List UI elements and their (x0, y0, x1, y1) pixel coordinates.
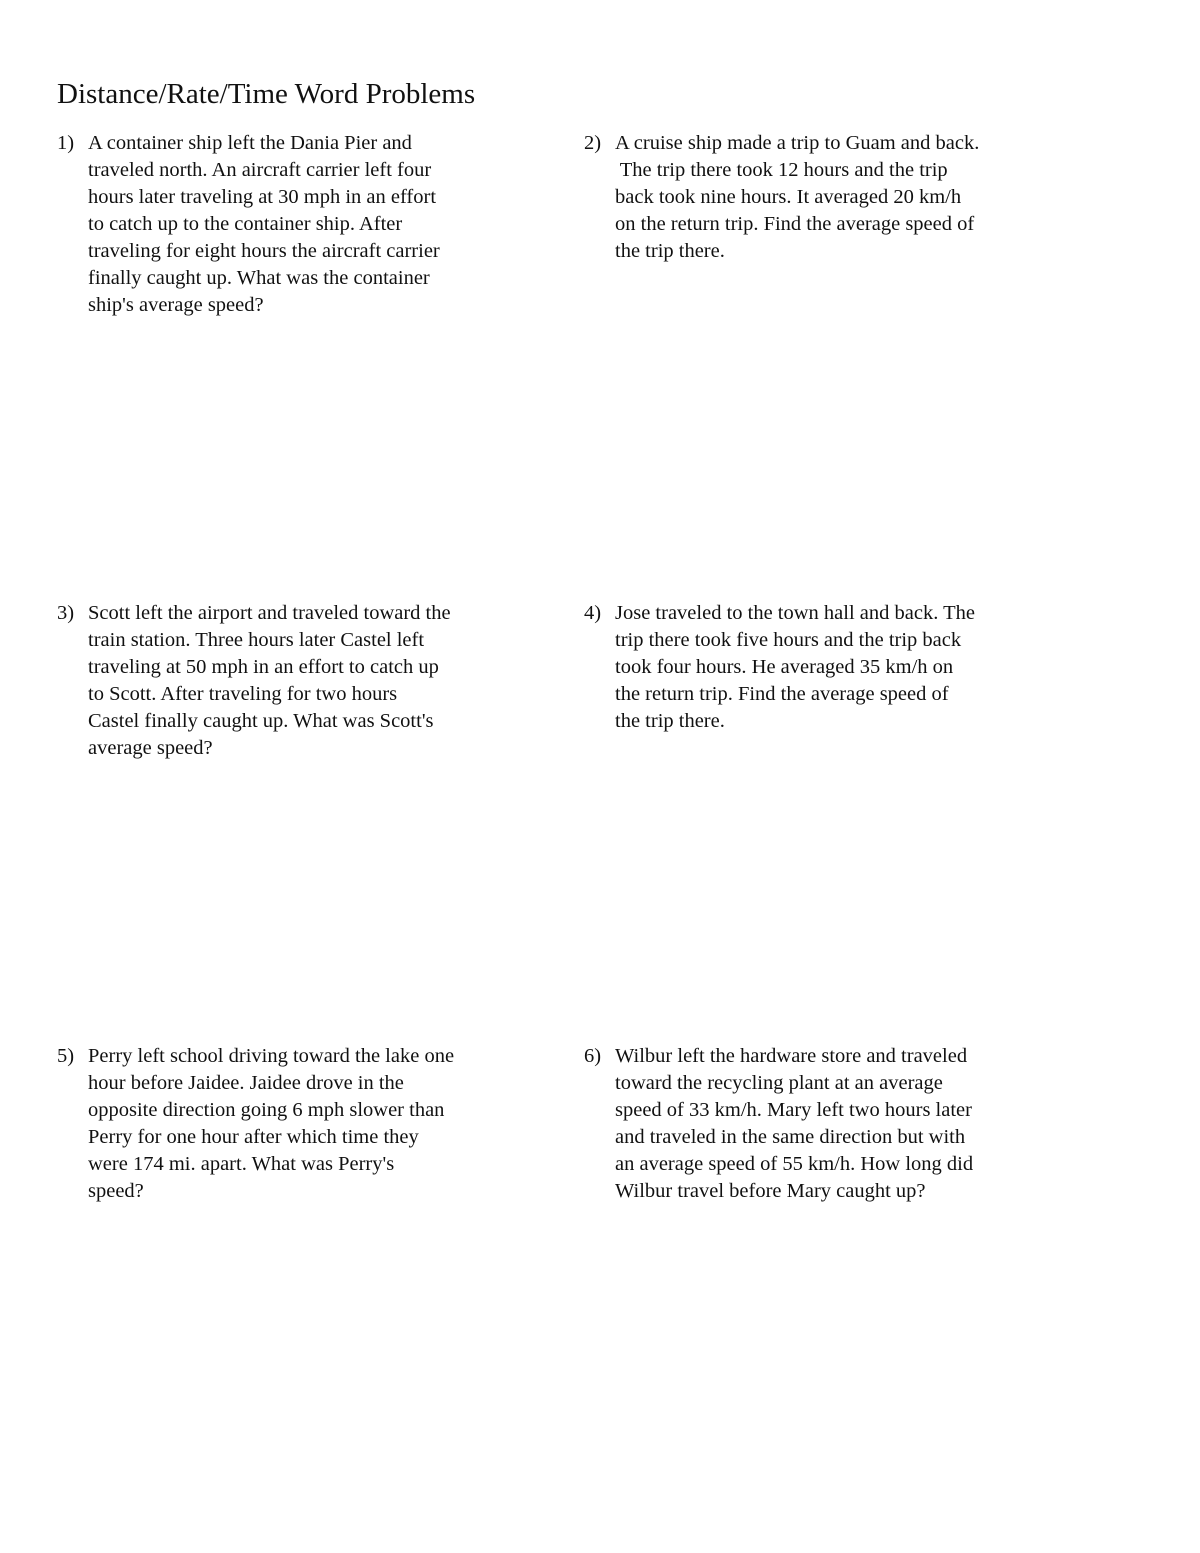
problem-line: Castel finally caught up. What was Scott's (88, 710, 434, 732)
problem-line: hours later traveling at 30 mph in an effort (88, 186, 437, 208)
problem-line: opposite direction going 6 mph slower than (88, 1099, 445, 1121)
problem-line: trip there took five hours and the trip back (615, 629, 962, 651)
problem-number: 2) (584, 132, 602, 154)
page-title: Distance/Rate/Time Word Problems (57, 78, 476, 110)
problem-line: the return trip. Find the average speed of (615, 683, 949, 705)
problem-line: the trip there. (615, 240, 725, 262)
problem-line: Perry for one hour after which time they (88, 1126, 419, 1148)
problem-line: train station. Three hours later Castel left (88, 629, 425, 651)
problem-text (615, 1043, 1045, 1205)
problem-line: speed of 33 km/h. Mary left two hours later (615, 1099, 972, 1121)
problem-line: ship's average speed? (88, 294, 264, 316)
problem-text (88, 600, 518, 762)
problem-text (615, 600, 1045, 735)
problem-text (615, 130, 1045, 265)
problem-text (88, 1043, 518, 1205)
problem-line: finally caught up. What was the container (88, 267, 430, 289)
problem-number: 4) (584, 602, 602, 624)
problem-text (88, 130, 518, 319)
problem-line: traveled north. An aircraft carrier left four (88, 159, 432, 181)
problem-line: and traveled in the same direction but with (615, 1126, 966, 1148)
problem-line: toward the recycling plant at an average (615, 1072, 943, 1094)
problem-line: hour before Jaidee. Jaidee drove in the (88, 1072, 404, 1094)
problem-number: 1) (57, 132, 75, 154)
problem-line: The trip there took 12 hours and the trip (615, 159, 948, 181)
problem-line: on the return trip. Find the average speed of (615, 213, 975, 235)
problem-line: Scott left the airport and traveled toward the (88, 602, 451, 624)
problem-line: traveling at 50 mph in an effort to catch up (88, 656, 439, 678)
problem-line: an average speed of 55 km/h. How long did (615, 1153, 974, 1175)
problem-line: the trip there. (615, 710, 725, 732)
problem-line: speed? (88, 1180, 144, 1202)
problem-number: 6) (584, 1045, 602, 1067)
problem-number: 3) (57, 602, 75, 624)
problem-line: took four hours. He averaged 35 km/h on (615, 656, 954, 678)
problem-line: A cruise ship made a trip to Guam and back. (615, 132, 980, 154)
problem-line: traveling for eight hours the aircraft carrier (88, 240, 440, 262)
problem-line: A container ship left the Dania Pier and (88, 132, 412, 154)
problem-line: Wilbur travel before Mary caught up? (615, 1180, 926, 1202)
problem-line: to catch up to the container ship. After (88, 213, 403, 235)
problem-line: Jose traveled to the town hall and back. The (615, 602, 975, 624)
problem-line: Wilbur left the hardware store and traveled (615, 1045, 968, 1067)
problem-number: 5) (57, 1045, 75, 1067)
problem-line: Perry left school driving toward the lake one (88, 1045, 455, 1067)
problem-line: to Scott. After traveling for two hours (88, 683, 398, 705)
problem-line: were 174 mi. apart. What was Perry's (88, 1153, 395, 1175)
problem-line: back took nine hours. It averaged 20 km/h (615, 186, 962, 208)
problem-line: average speed? (88, 737, 213, 759)
